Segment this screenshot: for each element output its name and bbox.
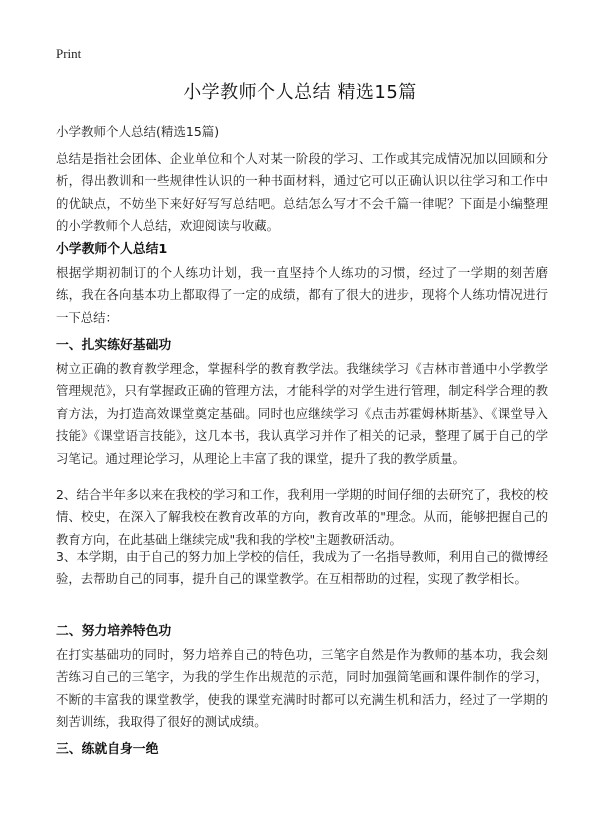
- print-link[interactable]: Print: [56, 46, 82, 61]
- subheading-basic-skills: 一、扎实练好基础功: [56, 338, 172, 353]
- paragraph-mentor: 3、本学期，由于自己的努力加上学校的信任，我成为了一名指导教师，利用自己的微博经验，去帮助自己的同事，提升自己的课堂教学。在互相帮助的过程，实现了教学相长。: [56, 549, 548, 587]
- intro-paragraph: 总结是指社会团体、企业单位和个人对某一阶段的学习、工作或其完成情况加以回顾和分析，得出教训和一些规律性认识的一种书面材料，通过它可以正确认识以往学习和工作中的优缺点，不妨坐下来好好写写总结吧。总结怎么写才不会千篇一律呢？下面是小编整理的小学教师个人总结，欢迎阅读与收藏。: [56, 151, 548, 234]
- document-subtitle: 小学教师个人总结(精选15篇): [56, 124, 220, 139]
- paragraph-special-skills: 在打实基础功的同时，努力培养自己的特色功，三笔字自然是作为教师的基本功，我会刻苦练习自己的三笔字，为我的学生作出规范的示范，同时加强简笔画和课件制作的学习，不断的丰富我的课堂教学，使我的课堂充满时时都可以充满生机和活力，经过了一学期的刻苦训练，我取得了很好的测试成绩。: [56, 647, 548, 730]
- paragraph-school-research: 2、结合半年多以来在我校的学习和工作，我利用一学期的时间仔细的去研究了，我校的校情、校史，在深入了解我校在教育改革的方向，教育改革的"理念。从而，能够把握自己的教育方向，在此基础上继续完成"我和我的学校"主题教研活动。: [56, 487, 548, 547]
- section1-paragraph: 根据学期初制订的个人练功计划，我一直坚持个人练功的习惯，经过了一学期的刻苦磨练，我在各向基本功上都取得了一定的成绩，都有了很大的进步，现将个人练功情况进行一下总结：: [56, 265, 548, 325]
- paragraph-basic-skills: 树立正确的教育教学理念，掌握科学的教育教学法。我继续学习《吉林市普通中小学教学管理规范》，只有掌握政正确的管理方法，才能科学的对学生进行管理，制定科学合理的教育方法，为打造高效课堂奠定基础。同时也应继续学习《点击苏霍姆林斯基》、《课堂导入技能》《课堂语言技能》，这几本书，我认真学习并作了相关的记录，整理了属于自己的学习笔记。通过理论学习，从理论上丰富了我的课堂，提升了我的教学质量。: [56, 361, 548, 466]
- subheading-unique-skill: 三、练就自身一绝: [56, 742, 159, 757]
- subheading-special-skills: 二、努力培养特色功: [56, 624, 172, 639]
- page-title: 小学教师个人总结 精选15篇: [183, 82, 417, 103]
- section-heading-1: 小学教师个人总结1: [56, 242, 168, 257]
